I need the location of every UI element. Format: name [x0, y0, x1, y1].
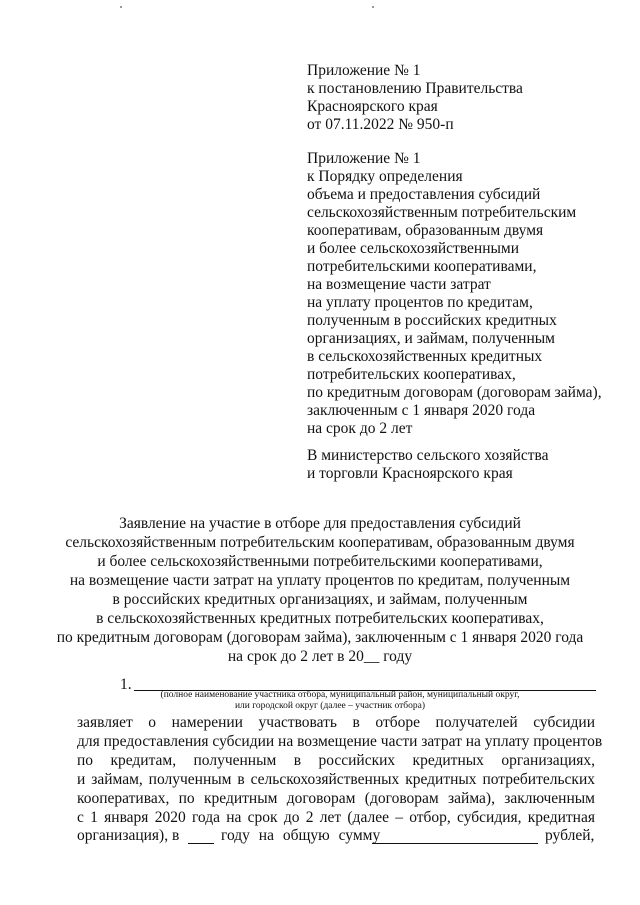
title-line: на срок до 2 лет в 20__ году: [227, 648, 413, 665]
title-line: в сельскохозяйственных кредитных потребительских кооперативах,: [96, 610, 544, 627]
procedure-header-line: сельскохозяйственным потребительским: [307, 204, 577, 221]
attachment-header-line: Красноярского края: [307, 98, 438, 115]
addressee-line: и торговли Красноярского края: [307, 465, 513, 482]
body-line: для предоставления субсидии на возмещение части затрат на уплату процентов: [77, 733, 603, 750]
procedure-header-line: к Порядку определения: [307, 168, 463, 185]
amount-field[interactable]: [372, 843, 538, 844]
sum-line-text: организация), в: [77, 827, 180, 844]
procedure-header-line: потребительскими кооперативами,: [307, 258, 537, 275]
procedure-header-line: на уплату процентов по кредитам,: [307, 294, 533, 311]
body-line: кооперативах, по кредитным договорам (договорам займа), заключенным: [77, 790, 595, 807]
procedure-header-line: по кредитным договорам (договорам займа),: [307, 384, 602, 401]
procedure-header-line: Приложение № 1: [307, 150, 421, 167]
body-line: с 1 января 2020 года на срок до 2 лет (далее – отбор, субсидия, кредитная: [77, 809, 595, 826]
year-field[interactable]: [188, 843, 214, 844]
procedure-header-line: на возмещение части затрат: [307, 276, 491, 293]
field-hint-line: (полное наименование участника отбора, муниципальный район, муниципальный округ,: [160, 690, 520, 700]
procedure-header-line: объема и предоставления субсидий: [307, 186, 541, 203]
addressee-line: В министерство сельского хозяйства: [307, 447, 549, 464]
procedure-header-line: в сельскохозяйственных кредитных: [307, 348, 543, 365]
procedure-header-line: организациях, и займам, полученным: [307, 330, 555, 347]
procedure-header-line: полученным в российских кредитных: [307, 312, 557, 329]
title-line: и более сельскохозяйственными потребительскими кооперативами,: [97, 553, 543, 570]
body-line: по кредитам, полученным в российских кредитных организациях,: [77, 752, 595, 769]
attachment-header-line: от 07.11.2022 № 950-п: [307, 116, 454, 133]
body-line: и займам, полученным в сельскохозяйственных кредитных потребительских: [77, 771, 595, 788]
field-hint-line: или городской округ (далее – участник отбора): [234, 701, 426, 711]
title-line: по кредитным договорам (договорам займа), заключенным с 1 января 2020 года: [56, 629, 584, 646]
title-line: в российских кредитных организациях, и займам, полученным: [112, 591, 528, 608]
attachment-header-line: к постановлению Правительства: [307, 80, 523, 97]
sum-line-text: рублей,: [545, 827, 595, 844]
scan-mark: [372, 6, 374, 8]
item-number: 1.: [120, 676, 132, 693]
title-line: сельскохозяйственным потребительским кооперативам, образованным двумя: [65, 534, 575, 551]
procedure-header-line: кооперативам, образованным двумя: [307, 222, 544, 239]
sum-line-text: году на общую сумму: [221, 827, 381, 844]
scan-mark: [120, 6, 122, 8]
procedure-header-line: потребительских кооперативах,: [307, 366, 516, 383]
title-line: на возмещение части затрат на уплату процентов по кредитам, полученным: [69, 572, 571, 589]
procedure-header-line: заключенным с 1 января 2020 года: [307, 402, 536, 419]
body-line: заявляет о намерении участвовать в отборе получателей субсидии: [77, 714, 595, 731]
attachment-header-line: Приложение № 1: [307, 62, 421, 79]
procedure-header-line: и более сельскохозяйственными: [307, 240, 520, 257]
title-line: Заявление на участие в отборе для предоставления субсидий: [119, 515, 521, 532]
procedure-header-line: на срок до 2 лет: [307, 420, 413, 437]
